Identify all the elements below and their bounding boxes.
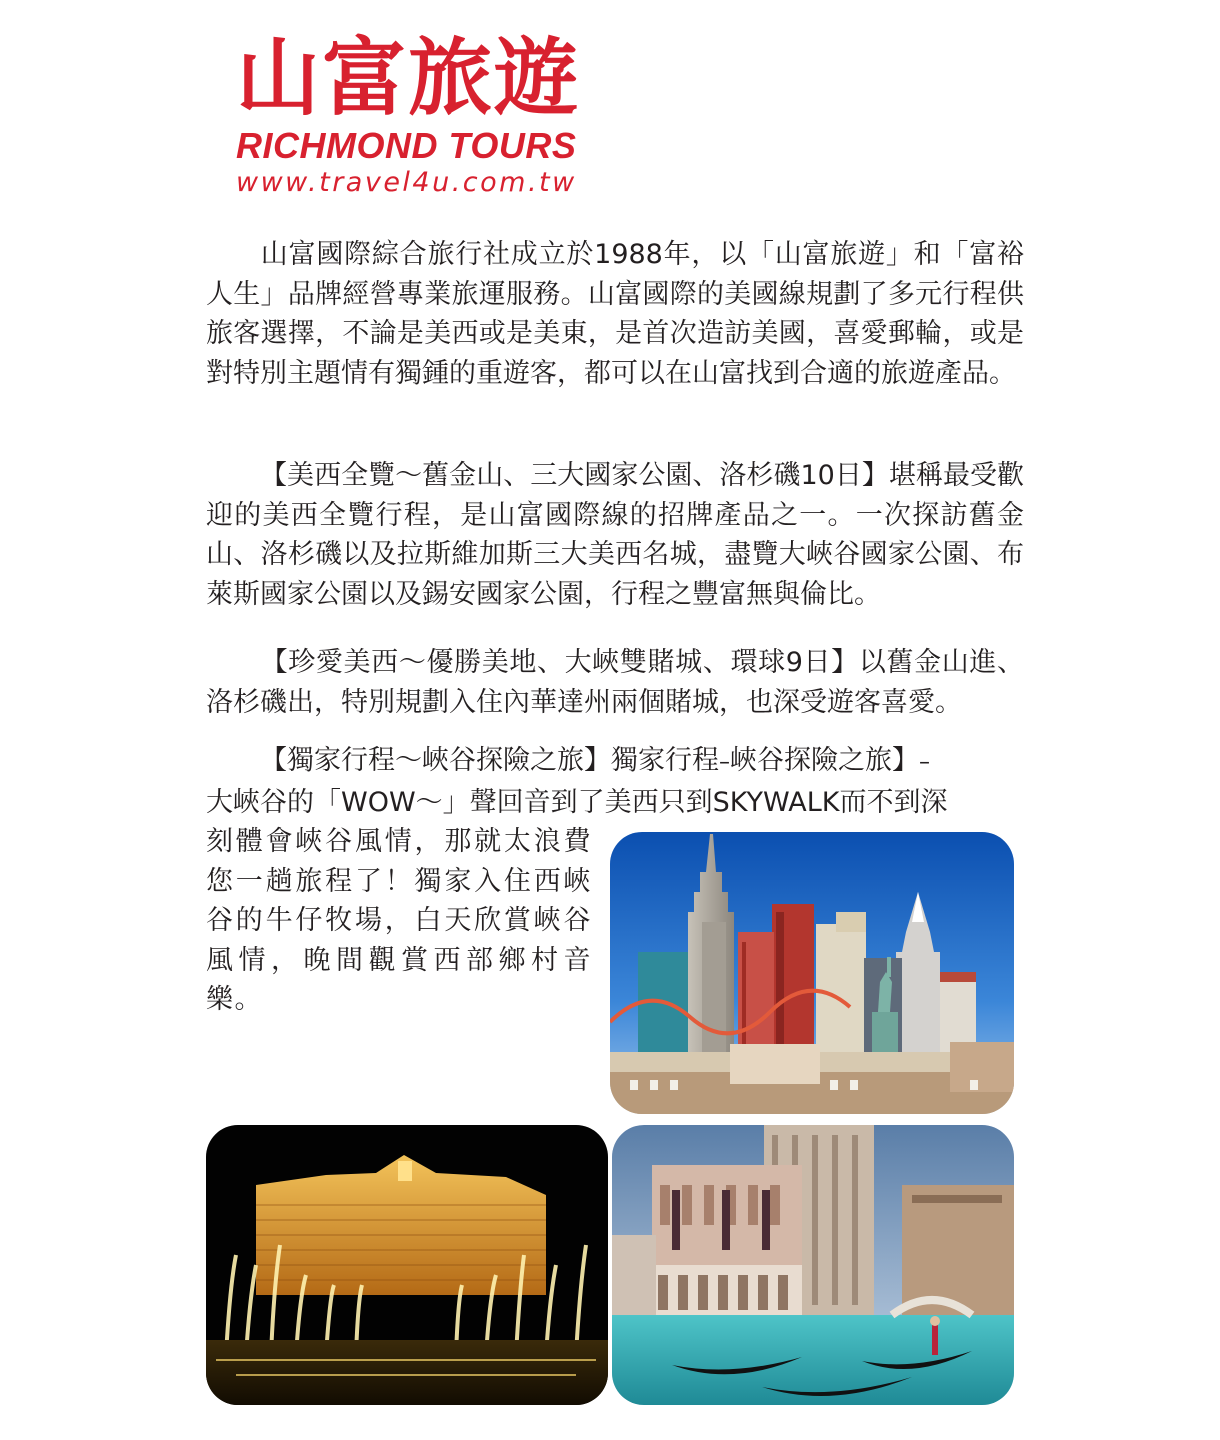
tour-1-paragraph <box>206 456 1024 614</box>
tour-3-dash-2: – <box>919 750 930 775</box>
tour-3-repeat-a: 獨家行程 <box>611 745 719 776</box>
tour-3-paragraph <box>206 741 1024 822</box>
tour-3-repeat-b: 峽谷探險之旅】 <box>730 745 919 776</box>
intro-paragraph <box>206 235 1024 393</box>
tour-2-body: 以舊金山進、洛杉磯出，特別規劃入住內華達州兩個賭城，也深受遊客喜愛。 <box>206 647 1024 718</box>
tour-1-title: 【美西全覽～舊金山、三大國家公園、洛杉磯10日】 <box>260 460 889 491</box>
logo-website: www.travel4u.com.tw <box>236 167 577 198</box>
tour-2-title: 【珍愛美西～優勝美地、大峽雙賭城、環球9日】 <box>260 647 859 678</box>
tour-2-paragraph <box>206 643 1024 722</box>
tour-3-dash: – <box>719 750 730 775</box>
tour-3-side-text: 刻體會峽谷風情，那就太浪費您一趟旅程了！獨家入住西峽谷的牛仔牧場，白天欣賞峽谷風情，晚間觀賞西部鄉村音樂。 <box>206 826 592 1015</box>
tour-3-title: 【獨家行程～峽谷探險之旅】 <box>260 745 611 776</box>
logo-chinese-name: 山富旅遊 <box>236 29 581 127</box>
new-york-new-york-hotel-photo <box>610 832 1014 1114</box>
brand-logo <box>236 30 606 200</box>
intro-text: 山富國際綜合旅行社成立於1988年，以「山富旅遊」和「富裕人生」品牌經營專業旅運服務。山富國際的美國線規劃了多元行程供旅客選擇，不論是美西或是美東，是首次造訪美國，喜愛郵輪，或是對特別主題情有獨鍾的重遊客，都可以在山富找到合適的旅遊產品。 <box>206 239 1024 389</box>
venetian-gondola-photo <box>612 1125 1014 1405</box>
tour-3-body: 大峽谷的「WOW～」聲回音到了美西只到SKYWALK而不到深 <box>206 786 948 818</box>
logo-english-name: RICHMOND TOURS <box>236 125 577 166</box>
bellagio-fountain-photo <box>206 1125 608 1405</box>
tour-1-body: 堪稱最受歡迎的美西全覽行程，是山富國際線的招牌產品之一。一次探訪舊金山、洛杉磯以及拉斯維加斯三大美西名城，盡覽大峽谷國家公園、布萊斯國家公園以及錫安國家公園，行程之豐富無與倫比。 <box>206 460 1024 610</box>
